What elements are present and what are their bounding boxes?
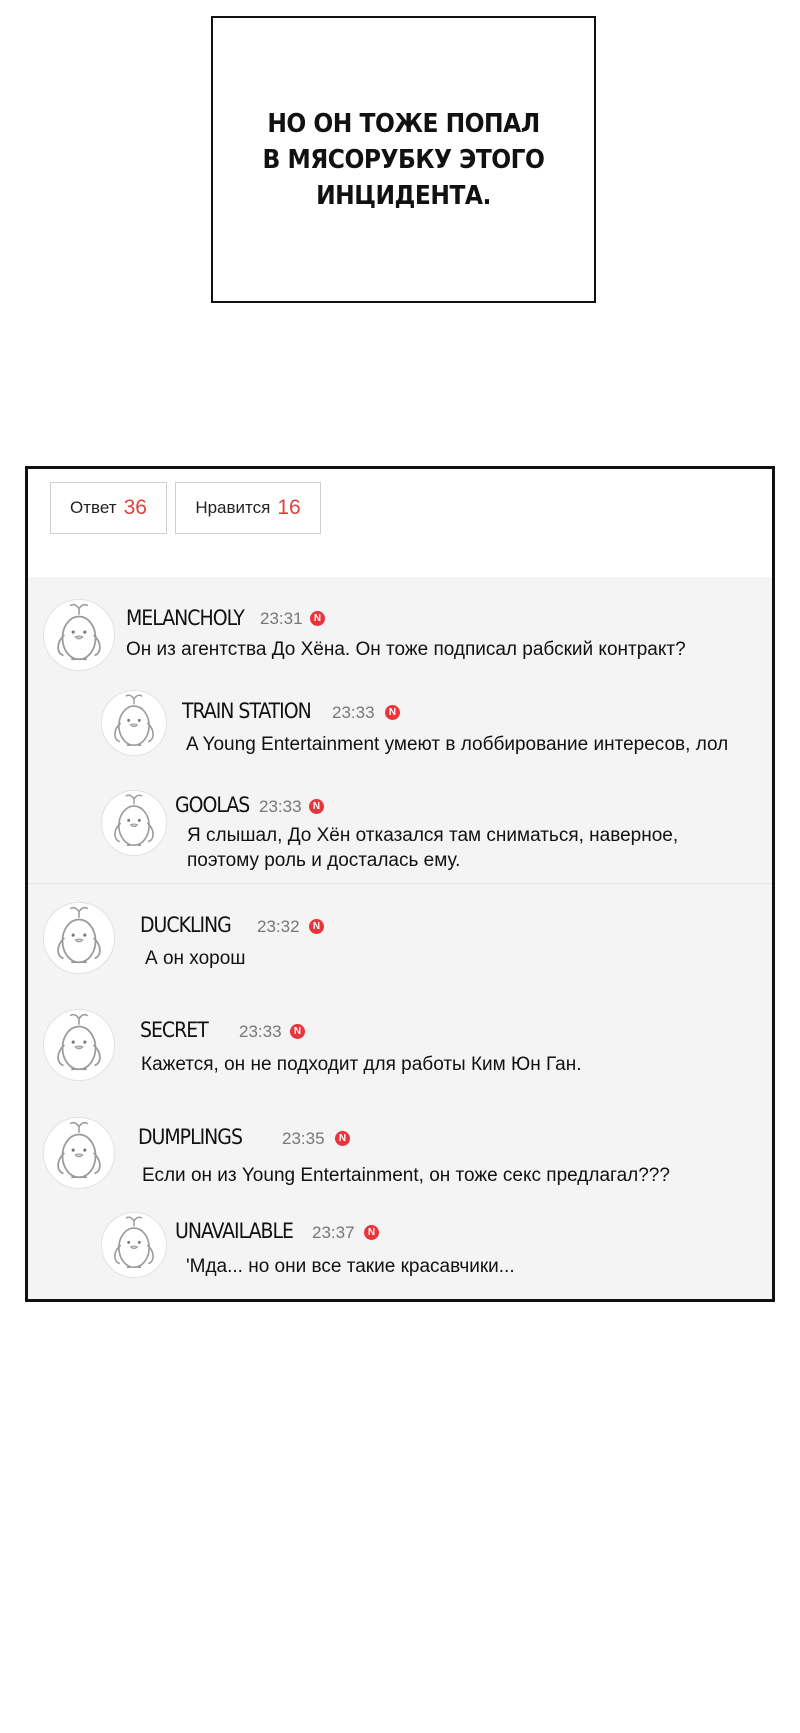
comment-author[interactable]: SECRET (140, 1018, 208, 1042)
new-badge-icon: N (290, 1024, 305, 1039)
comment-text: Я слышал, До Хён отказался там сниматься, наверное, поэтому роль и досталась ему. (187, 825, 679, 871)
avatar[interactable] (101, 1212, 167, 1278)
reply-tab-label: Ответ (70, 498, 117, 517)
avatar[interactable] (101, 790, 167, 856)
new-badge-icon: N (364, 1225, 379, 1240)
penguin-avatar-icon (44, 903, 114, 973)
narration-caption-text: НО ОН ТОЖЕ ПОПАЛ В МЯСОРУБКУ ЭТОГО ИНЦИДЕНТА. (262, 108, 545, 211)
comment-text: Кажется, он не подходит для работы Ким Юн Ган. (141, 1054, 582, 1075)
like-tab-label: Нравится (195, 498, 271, 517)
comment-panel (25, 466, 775, 1302)
comment-author[interactable]: MELANCHOLY (126, 606, 244, 630)
comment-author[interactable]: TRAIN STATION (182, 699, 311, 723)
penguin-avatar-icon (102, 791, 166, 855)
avatar[interactable] (43, 902, 115, 974)
penguin-avatar-icon (44, 1118, 114, 1188)
comment-author[interactable]: DUMPLINGS (138, 1125, 242, 1149)
penguin-avatar-icon (102, 691, 166, 755)
new-badge-icon: N (335, 1131, 350, 1146)
penguin-avatar-icon (44, 1010, 114, 1080)
comment-time: 23:32 (257, 917, 300, 936)
comment-panel-header (28, 469, 772, 577)
narration-caption-box (211, 16, 596, 303)
comment-time: 23:37 (312, 1223, 355, 1242)
comment-time: 23:33 (239, 1022, 282, 1041)
penguin-avatar-icon (102, 1213, 166, 1277)
avatar[interactable] (43, 599, 115, 671)
comments-list (28, 577, 772, 1302)
reply-tab-button[interactable] (50, 482, 167, 534)
comment-text: Если он из Young Entertainment, он тоже секс предлагал??? (142, 1165, 670, 1186)
avatar[interactable] (43, 1009, 115, 1081)
like-tab-button[interactable] (175, 482, 321, 534)
reply-count: 36 (123, 496, 147, 519)
new-badge-icon: N (385, 705, 400, 720)
comment-text: А он хорош (145, 948, 246, 969)
avatar[interactable] (101, 690, 167, 756)
comment-time: 23:33 (259, 797, 302, 816)
comment-time: 23:31 (260, 609, 303, 628)
comment-author[interactable]: UNAVAILABLE (175, 1219, 293, 1243)
comment-text: Он из агентства До Хёна. Он тоже подписал рабский контракт? (126, 639, 686, 660)
thread-divider (28, 883, 772, 884)
comment-time: 23:35 (282, 1129, 325, 1148)
comment-time: 23:33 (332, 703, 375, 722)
comment-author[interactable]: GOOLAS (175, 793, 250, 817)
comment-author[interactable]: DUCKLING (140, 913, 231, 937)
new-badge-icon: N (309, 799, 324, 814)
comment-text: 'Мда... но они все такие красавчики... (186, 1256, 515, 1277)
like-count: 16 (277, 496, 301, 519)
comment-text: A Young Entertainment умеют в лоббирование интересов, лол (186, 734, 729, 755)
penguin-avatar-icon (44, 600, 114, 670)
avatar[interactable] (43, 1117, 115, 1189)
new-badge-icon: N (309, 919, 324, 934)
new-badge-icon: N (310, 611, 325, 626)
